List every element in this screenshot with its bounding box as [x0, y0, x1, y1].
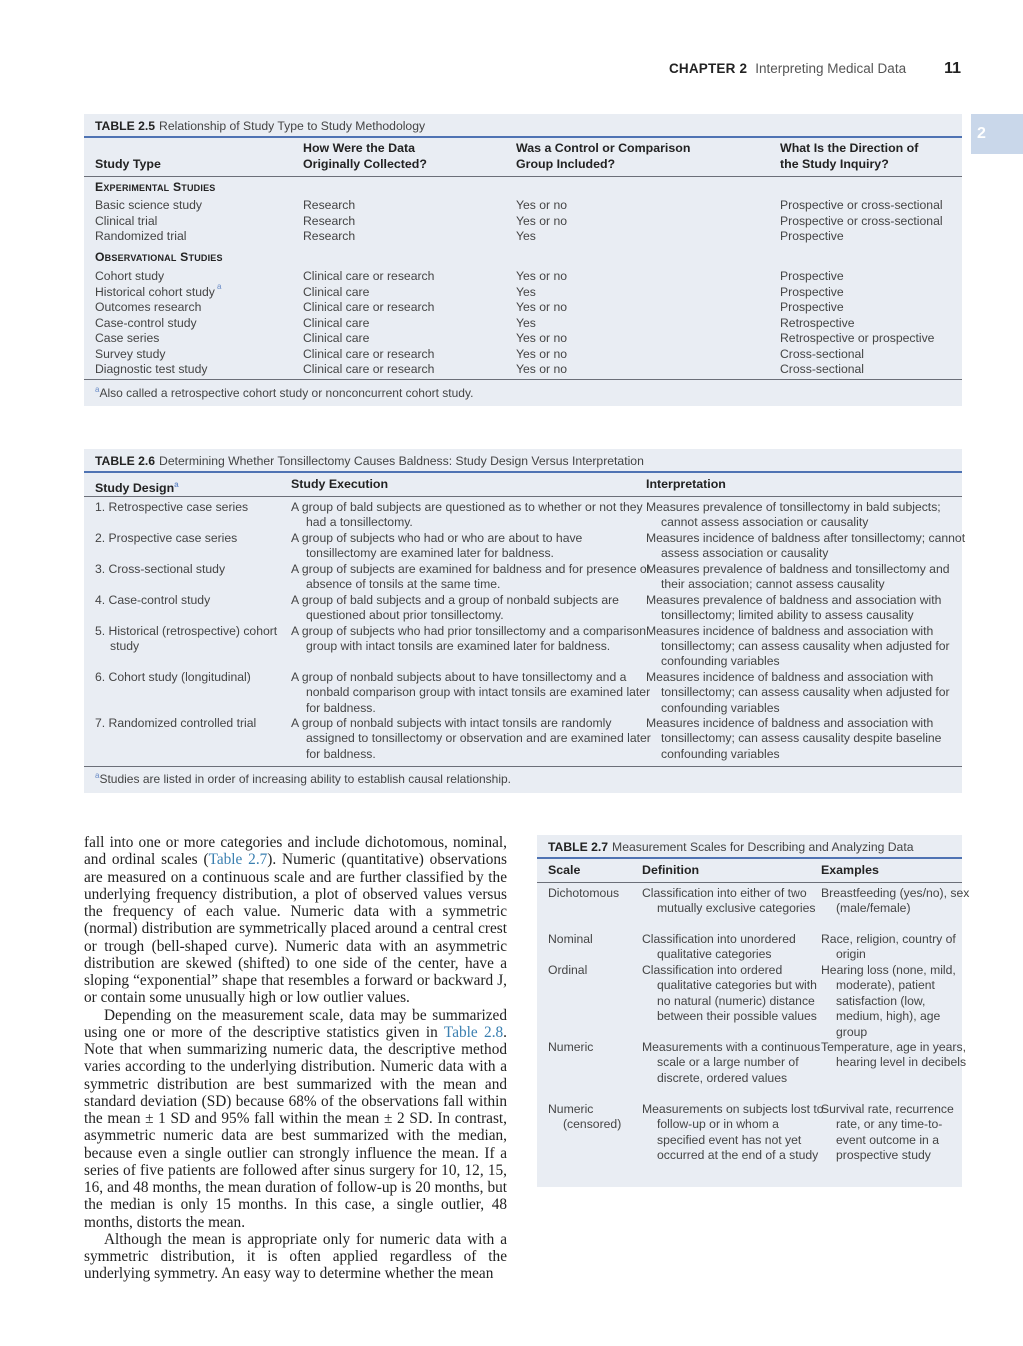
cell-study-design: 4. Case-control study	[95, 593, 211, 607]
cell-collection: Research	[303, 229, 356, 243]
paragraph-text: . Note that when summarizing numeric data, the descriptive method varies according to the underlying distribution. Numeric data with a symmetric distribution are best summarized with the mean and standard deviation (SD) because 68% of the observations fall within the mean ± 1 SD and 95% fall within the mean ± 2 SD. In contrast, asymmetric numeric data are best summarized with the median, because even a single outlier can strongly influence the mean. If a series of five patients are followed after sinus surgery for 10, 12, 15, 16, and 48 months, the mean duration of follow-up is 20 months, but the median is only 15 months. In this case, a single outlier, 48 months, distorts the mean.	[84, 1023, 507, 1231]
cell-study-execution: A group of nonbald subjects about to have tonsillectomy and a nonbald comparison group with intact tonsils are examined later for baldness.	[291, 670, 651, 715]
col-header-scale: Scale	[548, 863, 581, 877]
cell-study-design: 7. Randomized controlled trial	[95, 716, 257, 730]
cell-study-type: Randomized trial	[95, 229, 187, 243]
header-rule	[84, 176, 962, 177]
cell-control: Yes	[516, 229, 536, 243]
cell-control: Yes	[516, 315, 536, 330]
cell-scale: Dichotomous	[548, 886, 620, 900]
cell-scale: Ordinal	[548, 963, 588, 977]
chapter-tab	[971, 114, 1023, 154]
chapter-label: CHAPTER 2	[668, 61, 748, 76]
cell-collection: Research	[303, 198, 356, 212]
header-rule	[84, 496, 962, 497]
paragraph-text: fall into one or more categories and include dichotomous, nominal, and ordinal scales (	[84, 834, 507, 869]
table-label: TABLE 2.6	[95, 454, 156, 468]
footnote-marker: a	[95, 385, 100, 394]
col-header-line: Was a Control or Comparison	[516, 141, 691, 155]
cell-study-execution: A group of subjects who had or who are about to have tonsillectomy are examined later for baldness.	[291, 531, 583, 561]
table-label: TABLE 2.5	[95, 119, 156, 133]
cell-control: Yes or no	[516, 213, 568, 228]
cell-study-type: Outcomes research	[95, 300, 202, 314]
paragraph-text: Depending on the measurement scale, data may be summarized using one or more of the descriptive statistics given in	[84, 1006, 507, 1041]
cell-interpretation: Measures prevalence of baldness and association with tonsillectomy; limited ability to assess causality	[646, 593, 942, 623]
cell-interpretation: Measures prevalence of tonsillectomy in bald subjects; cannot assess association or causality	[646, 500, 941, 530]
cell-interpretation: Measures incidence of baldness and association with tonsillectomy; can assess causality despite baseline confounding variables	[646, 716, 942, 761]
chapter-title: Interpreting Medical Data	[755, 61, 907, 76]
cell-examples: Race, religion, country of origin	[821, 932, 956, 962]
table-footnote	[95, 771, 511, 786]
col-header-line: What Is the Direction of	[780, 141, 919, 155]
cell-direction: Prospective	[780, 284, 844, 299]
table-label: TABLE 2.7	[548, 840, 609, 854]
cell-direction: Prospective	[780, 300, 844, 314]
paragraph-text: ). Numeric (quantitative) observations are measured on a continuous scale and are further classified by the underlying frequency distribution, a plot of observed values versus the frequency of each value. Numeric data with a symmetric (normal) distribution are symmetrically placed around a central crest or trough (bell-shaped curve). Numeric data with an asymmetric distribution are skewed (shifted) to one side of the center, have a sloping “exponential” shape that resembles a forward or backward J, or contain some unusually high or low outlier values.	[84, 851, 507, 1007]
cell-collection: Clinical care	[303, 315, 370, 330]
cell-direction: Retrospective	[780, 315, 855, 330]
cell-study-execution: A group of bald subjects and a group of nonbald subjects are questioned about prior tonsillectomy.	[291, 593, 619, 623]
cell-scale: Nominal	[548, 932, 593, 946]
cell-collection: Clinical care	[303, 331, 370, 345]
cell-direction: Cross-sectional	[780, 362, 864, 376]
paragraph: Although the mean is appropriate only for numeric data with a symmetric distribution, it is often applied regardless of the underlying symmetry. An easy way to determine whether the mean	[84, 1230, 507, 1283]
table-caption	[84, 449, 962, 469]
cell-definition: Measurements with a continuous scale or a large number of discrete, ordered values	[642, 1040, 821, 1085]
col-header-definition: Definition	[642, 863, 700, 877]
cell-examples: Breastfeeding (yes/no), sex (male/female)	[821, 886, 970, 916]
col-header-study-type: Study Type	[95, 157, 161, 171]
cell-direction: Cross-sectional	[780, 346, 864, 361]
col-header-study-design	[95, 477, 179, 497]
col-header-line: the Study Inquiry?	[780, 156, 889, 171]
table-2-7	[537, 835, 970, 1187]
table-rule	[84, 471, 962, 473]
cell-interpretation: Measures incidence of baldness and association with tonsillectomy; can assess causality when adjusted for confounding variables	[646, 623, 950, 669]
footnote-rule	[84, 379, 962, 380]
paragraph	[84, 834, 507, 1007]
cell-examples: Temperature, age in years, hearing level in decibels	[821, 1040, 967, 1070]
cell-control: Yes or no	[516, 269, 568, 283]
cell-scale: Numeric	[548, 1040, 594, 1054]
running-header	[669, 60, 961, 78]
cell-study-design: 1. Retrospective case series	[95, 500, 249, 514]
footnote-marker: a	[95, 771, 100, 780]
table-caption	[537, 835, 962, 855]
table-title: Determining Whether Tonsillectomy Causes Baldness: Study Design Versus Interpretation	[159, 454, 644, 468]
footnote-text: Also called a retrospective cohort study or nonconcurrent cohort study.	[99, 386, 474, 400]
col-header-control	[516, 141, 690, 172]
cell-study-execution: A group of subjects who had prior tonsillectomy and a comparison group with intact tonsils are examined later for baldness.	[291, 623, 646, 653]
cell-examples: Hearing loss (none, mild, moderate), patient satisfaction (low, medium, high), age group	[821, 963, 956, 1039]
cell-examples: Survival rate, recurrence rate, or any time-to-event outcome in a prospective study	[821, 1102, 954, 1163]
body-text	[84, 834, 507, 1283]
cell-control: Yes or no	[516, 362, 568, 376]
cell-direction: Retrospective or prospective	[780, 331, 935, 345]
table-title: Measurement Scales for Describing and Analyzing Data	[612, 840, 914, 854]
col-header-study-execution: Study Execution	[291, 477, 389, 491]
chapter-tab-number: 2	[977, 125, 986, 142]
section-heading-observational: Observational Studies	[95, 250, 223, 264]
table-rule	[537, 857, 962, 859]
table-2-6	[84, 449, 966, 793]
cell-definition: Classification into ordered qualitative categories but with no natural (numeric) distance between their possible values	[642, 963, 817, 1024]
cell-collection: Clinical care or research	[303, 269, 435, 283]
cell-control: Yes	[516, 284, 536, 299]
paragraph	[84, 1007, 507, 1231]
cell-study-type: Cohort study	[95, 269, 165, 283]
page-number: 11	[944, 60, 961, 77]
cell-study-type: Survey study	[95, 346, 166, 361]
header-rule	[537, 882, 962, 883]
col-header-direction	[780, 141, 918, 172]
cell-study-type: Basic science study	[95, 198, 203, 212]
cell-direction: Prospective or cross-sectional	[780, 198, 943, 212]
cell-study-design: 5. Historical (retrospective) cohort study	[95, 623, 278, 653]
table-2-5	[84, 114, 962, 406]
cell-study-execution: A group of nonbald subjects with intact tonsils are randomly assigned to tonsillectomy or observation and are examined later for baldness.	[291, 716, 651, 761]
table-link[interactable]: Table 2.7	[208, 851, 268, 869]
cell-direction: Prospective	[780, 269, 844, 283]
table-link[interactable]: Table 2.8	[443, 1023, 504, 1041]
cell-collection: Clinical care or research	[303, 362, 435, 376]
footnote-marker: a	[217, 281, 222, 291]
cell-definition: Measurements on subjects lost to follow-up or in whom a specified event has not yet occurred at the end of a study	[642, 1102, 824, 1163]
cell-study-design: 3. Cross-sectional study	[95, 562, 226, 576]
cell-collection: Clinical care	[303, 284, 370, 299]
cell-interpretation: Measures prevalence of baldness and tonsillectomy and their association; cannot assess causality	[646, 562, 950, 592]
col-header-line: How Were the Data	[303, 141, 415, 155]
cell-collection: Clinical care or research	[303, 300, 435, 314]
cell-study-type: Historical cohort study	[95, 284, 215, 299]
col-header-interpretation: Interpretation	[646, 477, 726, 491]
table-title: Relationship of Study Type to Study Methodology	[159, 119, 426, 133]
cell-study-design: 6. Cohort study (longitudinal)	[95, 670, 251, 684]
cell-study-type: Case series	[95, 331, 160, 345]
cell-control: Yes or no	[516, 346, 568, 361]
cell-study-design: 2. Prospective case series	[95, 531, 238, 545]
cell-study-type: Clinical trial	[95, 213, 158, 228]
col-header-text: Study Design	[95, 481, 175, 496]
cell-study-execution: A group of bald subjects are questioned as to whether or not they had a tonsillectomy.	[291, 500, 643, 530]
cell-control: Yes or no	[516, 331, 568, 345]
table-footnote	[95, 385, 473, 400]
cell-study-execution: A group of subjects are examined for baldness and for presence or absence of tonsils at the same time.	[291, 562, 651, 592]
footnote-marker: a	[174, 480, 179, 489]
cell-interpretation: Measures incidence of baldness after tonsillectomy; cannot assess association or causality	[646, 531, 966, 561]
col-header-line: Originally Collected?	[303, 156, 427, 171]
cell-direction: Prospective	[780, 229, 844, 243]
cell-collection: Research	[303, 213, 356, 228]
cell-study-type: Case-control study	[95, 315, 197, 330]
cell-study-type: Diagnostic test study	[95, 362, 208, 376]
cell-definition: Classification into either of two mutually exclusive categories	[642, 886, 816, 916]
cell-scale: Numeric (censored)	[548, 1102, 622, 1132]
table-caption	[84, 114, 962, 134]
cell-interpretation: Measures incidence of baldness and association with tonsillectomy; can assess causality when adjusted for confounding variables	[646, 670, 950, 715]
col-header-collected	[303, 141, 427, 172]
footnote-rule	[84, 766, 962, 767]
col-header-line: Group Included?	[516, 156, 616, 171]
cell-control: Yes or no	[516, 300, 568, 314]
cell-direction: Prospective or cross-sectional	[780, 213, 943, 228]
cell-collection: Clinical care or research	[303, 346, 435, 361]
footnote-text: Studies are listed in order of increasing ability to establish causal relationship.	[99, 772, 512, 786]
cell-control: Yes or no	[516, 198, 568, 212]
table-rule	[84, 136, 962, 138]
section-heading-experimental: Experimental Studies	[95, 180, 216, 194]
col-header-examples: Examples	[821, 863, 879, 877]
cell-definition: Classification into unordered qualitative categories	[642, 932, 796, 962]
